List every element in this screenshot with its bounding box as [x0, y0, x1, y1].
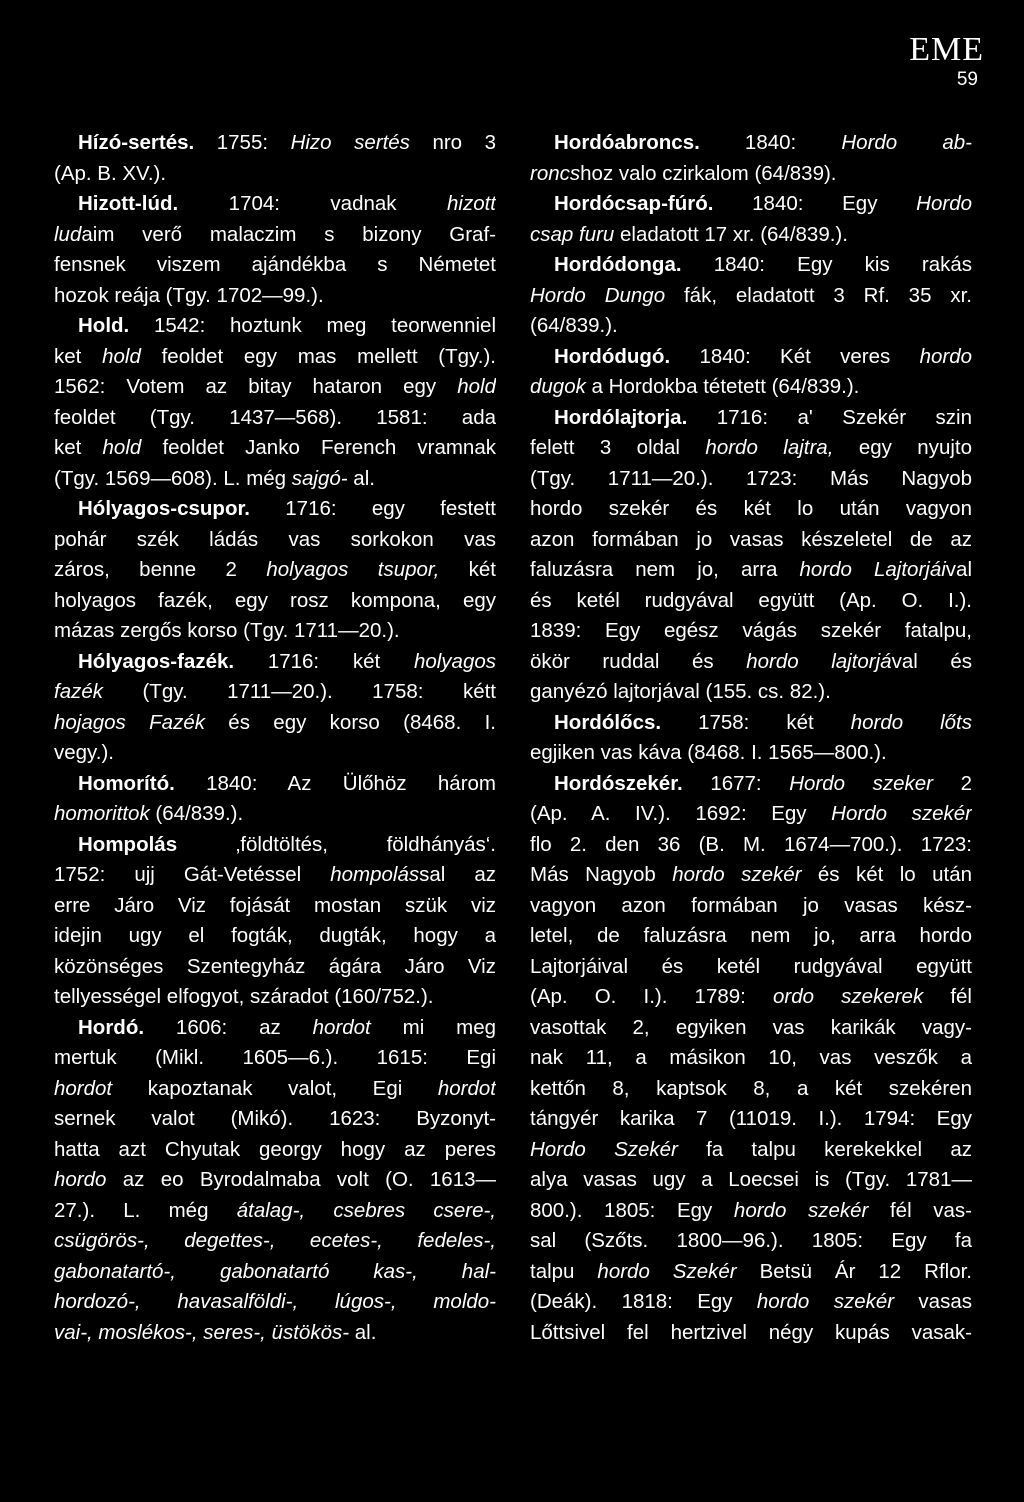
text-line: Hizott-lúd. 1704: vadnak hizott — [78, 192, 496, 215]
text-line: záros, benne 2 holyagos tsupor, két — [54, 558, 496, 581]
text-line: Hordo Szekér fa talpu kerekekkel az — [530, 1137, 972, 1161]
text-line: azon formában jo vasas készeletel de az — [530, 527, 972, 551]
page-header — [909, 30, 984, 90]
text-line: feoldet (Tgy. 1437—568). 1581: ada — [54, 405, 496, 429]
text-line: homorittok (64/839.). — [54, 802, 244, 825]
text-line: Hordódugó. 1840: Két veres hordo — [554, 344, 972, 368]
text-line: (64/839.). — [530, 314, 618, 337]
text-line: idejin ugy el fogták, dugták, hogy a — [54, 924, 496, 947]
text-line: 27.). L. még átalag-, csebres csere-, — [54, 1198, 496, 1222]
text-line: hordo szekér és két lo után vagyon — [530, 497, 972, 520]
text-line: csügörös-, degettes-, ecetes-, fedeles-, — [54, 1229, 496, 1252]
text-line: Hompolás ‚földtöltés, földhányás‘. — [78, 832, 496, 856]
text-line: Hordólajtorja. 1716: a' Szekér szin — [554, 405, 972, 429]
text-line: közönséges Szentegyház ágára Járo Viz — [54, 954, 496, 978]
text-line: csap furu eladatott 17 xr. (64/839.). — [530, 222, 848, 246]
text-line: Hold. 1542: hoztunk meg teorwenniel — [78, 314, 496, 337]
publisher-mark: EME — [909, 31, 984, 68]
text-line: (Tgy. 1711—20.). 1723: Más Nagyob — [530, 466, 972, 490]
text-line: (Ap. B. XV.). — [54, 161, 167, 185]
text-line: (Deák). 1818: Egy hordo szekér vasas — [530, 1290, 972, 1313]
text-line: hozok reája (Tgy. 1702—99.). — [54, 283, 324, 307]
text-line: hordot kapoztanak valot, Egi hordot — [54, 1076, 496, 1100]
text-line: Lajtorjáival és ketél rudgyával együtt — [530, 954, 972, 978]
text-line: vai-, moslékos-, seres-, üstökös- al. — [54, 1320, 377, 1344]
text-line: letel, de faluzásra nem jo, arra hordo — [530, 924, 972, 947]
text-line: és ketél rudgyával együtt (Ap. O. I.). — [530, 588, 972, 612]
text-line: ludaim verő malaczim s bizony Graf- — [54, 222, 496, 246]
text-line: kettőn 8, kaptsok 8, a két szekéren — [530, 1076, 972, 1100]
text-line: felett 3 oldal hordo lajtra, egy nyujto — [530, 436, 972, 459]
text-line: 1562: Votem az bitay hataron egy hold — [54, 375, 496, 398]
text-line: hojagos Fazék és egy korso (8468. I. — [54, 710, 496, 734]
text-line: 1752: ujj Gát-Vetéssel hompolással az — [54, 863, 496, 886]
text-line: erre Járo Viz fojását mostan szük viz — [54, 893, 496, 917]
text-line: Hordócsap-fúró. 1840: Egy Hordo — [554, 192, 972, 215]
text-line: holyagos fazék, egy rosz kompona, egy — [54, 588, 496, 612]
text-line: egjiken vas káva (8468. I. 1565—800.). — [530, 741, 887, 764]
text-line: Hordóabroncs. 1840: Hordo ab- — [554, 131, 972, 154]
text-line: sernek valot (Mikó). 1623: Byzonyt- — [54, 1107, 496, 1130]
text-line: faluzásra nem jo, arra hordo Lajtorjáival — [530, 558, 972, 581]
text-line: vegy.). — [54, 741, 114, 764]
text-line: Hordólőcs. 1758: két hordo lőts — [554, 710, 972, 734]
text-line: Lőttsivel fel hertzivel négy kupás vasak- — [530, 1320, 972, 1344]
text-line: vasottak 2, egyiken vas karikák vagy- — [530, 1015, 972, 1039]
text-line: Hordó. 1606: az hordot mi meg — [78, 1015, 496, 1039]
page-number: 59 — [956, 69, 978, 90]
left-column — [54, 128, 496, 1348]
text-line: gabonatartó-, gabonatartó kas-, hal- — [54, 1259, 496, 1283]
text-line: nak 11, a másikon 10, vas veszők a — [530, 1046, 972, 1069]
text-line: ket hold feoldet Janko Ferench vramnak — [54, 436, 496, 459]
text-line: 1839: Egy egész vágás szekér fatalpu, — [530, 619, 972, 642]
text-line: mázas zergős korso (Tgy. 1711—20.). — [54, 619, 400, 642]
text-line: (Ap. A. IV.). 1692: Egy Hordo szekér — [530, 802, 972, 825]
text-line: Hordószekér. 1677: Hordo szeker 2 — [554, 771, 972, 795]
right-column — [530, 128, 972, 1348]
text-line: ökör ruddal és hordo lajtorjával és — [530, 649, 972, 673]
text-line: hordo az eo Byrodalmaba volt (O. 1613— — [54, 1168, 496, 1191]
text-line: Hólyagos-csupor. 1716: egy festett — [78, 497, 496, 520]
text-line: flo 2. den 36 (B. M. 1674—700.). 1723: — [530, 832, 972, 856]
text-line: talpu hordo Szekér Betsü Ár 12 Rflor. — [530, 1259, 972, 1283]
text-line: Más Nagyob hordo szekér és két lo után — [530, 863, 972, 886]
text-line: Homorító. 1840: Az Ülőhöz három — [78, 771, 496, 795]
text-line: Hordódonga. 1840: Egy kis rakás — [554, 253, 972, 276]
text-line: sal (Szőts. 1800—96.). 1805: Egy fa — [530, 1229, 972, 1252]
text-line: 800.). 1805: Egy hordo szekér fél vas- — [530, 1198, 972, 1222]
text-line: Hízó-sertés. 1755: Hizo sertés nro 3 — [78, 131, 496, 154]
text-line: hordozó-, havasalföldi-, lúgos-, moldo- — [54, 1290, 496, 1313]
text-line: tellyességel elfogyot, száradot (160/752.). — [54, 985, 434, 1008]
text-line: ganyézó lajtorjával (155. cs. 82.). — [530, 680, 831, 703]
text-line: (Tgy. 1569—608). L. még sajgó- al. — [54, 466, 375, 490]
text-line: fensnek viszem ajándékba s Németet — [54, 253, 496, 276]
text-line: tángyér karika 7 (11019. I.). 1794: Egy — [530, 1107, 972, 1130]
text-line: (Ap. O. I.). 1789: ordo szekerek fél — [530, 985, 972, 1008]
text-line: alya vasas ugy a Loecsei is (Tgy. 1781— — [530, 1168, 972, 1191]
text-line: vagyon azon formában jo vasas kész- — [530, 893, 972, 917]
text-line: hatta azt Chyutak georgy hogy az peres — [54, 1137, 496, 1161]
text-line: pohár szék ládás vas sorkokon vas — [54, 527, 496, 551]
text-line: fazék (Tgy. 1711—20.). 1758: kétt — [54, 680, 496, 703]
text-line: roncshoz valo czirkalom (64/839). — [530, 161, 837, 185]
text-line: Hordo Dungo fák, eladatott 3 Rf. 35 xr. — [530, 283, 972, 307]
text-line: mertuk (Mikl. 1605—6.). 1615: Egi — [54, 1046, 496, 1069]
text-line: dugok a Hordokba tétetett (64/839.). — [530, 375, 860, 398]
text-line: Hólyagos-fazék. 1716: két holyagos — [78, 649, 496, 673]
text-line: ket hold feoldet egy mas mellett (Tgy.). — [54, 344, 496, 368]
